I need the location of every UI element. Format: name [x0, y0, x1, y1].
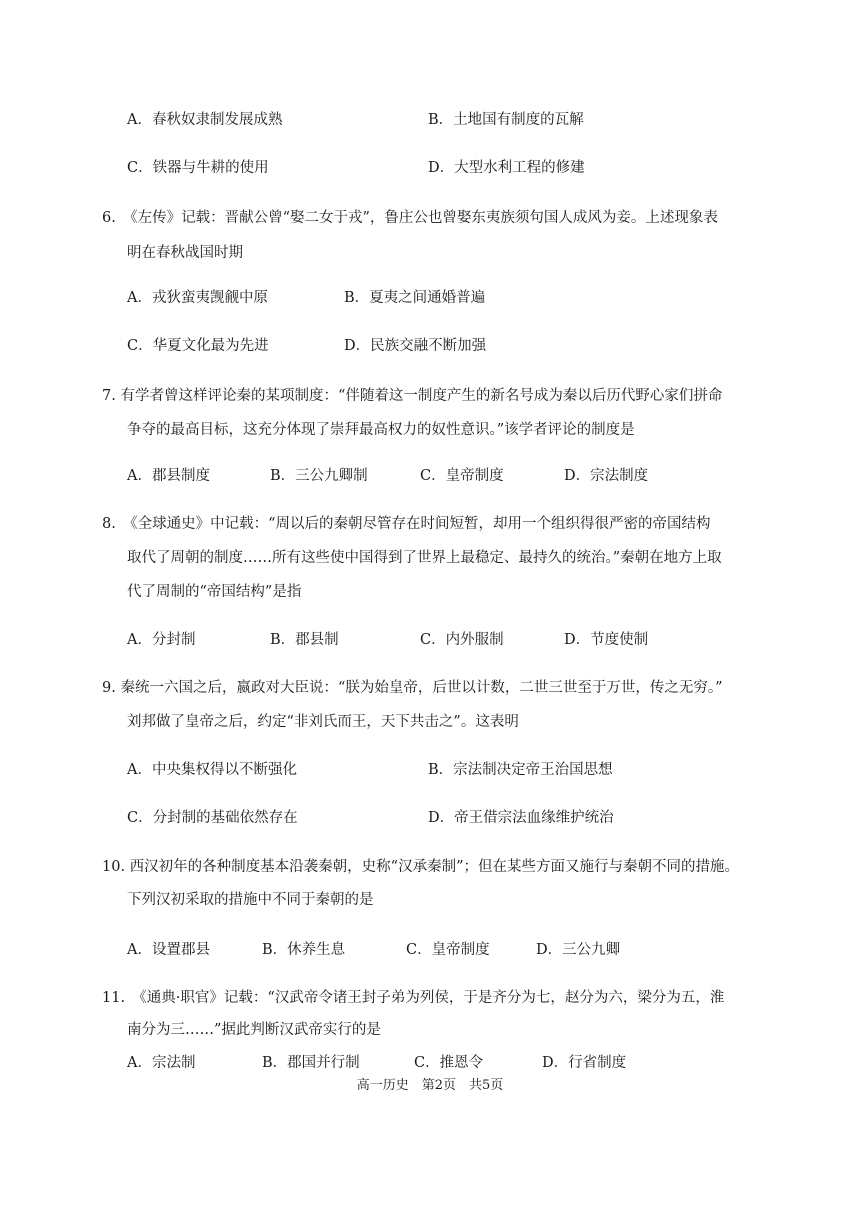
q8-option-b: B．郡县制: [270, 632, 339, 648]
q5-option-d: D．大型水利工程的修建: [428, 160, 585, 176]
q7-stem-line-2: 争夺的最高目标，这充分体现了崇拜最高权力的奴性意识。”该学者评论的制度是: [127, 422, 635, 438]
q8-stem-line-1: 8. 《全球通史》中记载：“周以后的秦朝尽管存在时间短暂，却用一个组织得很严密的帝国结构: [102, 516, 711, 532]
q8-option-a: A．分封制: [127, 632, 196, 648]
q5-option-a: A．春秋奴隶制发展成熟: [127, 112, 283, 128]
q10-stem-line-2: 下列汉初采取的措施中不同于秦朝的是: [127, 892, 374, 908]
q6-stem-line-1: 6. 《左传》记载：晋献公曾“娶二女于戎”，鲁庄公也曾娶东夷族须句国人成风为妾。上述现象表: [102, 210, 718, 226]
q7-option-d: D．宗法制度: [564, 468, 649, 484]
q8-option-d: D．节度使制: [564, 632, 649, 648]
q7-option-c: C．皇帝制度: [420, 468, 504, 484]
q9-stem-line-2: 刘邦做了皇帝之后，约定“非刘氏而王，天下共击之”。这表明: [127, 714, 519, 730]
q10-option-a: A．设置郡县: [127, 942, 210, 958]
q6-option-c: C．华夏文化最为先进: [127, 338, 269, 354]
q7-stem-line-1: 7. 有学者曾这样评论秦的某项制度：“伴随着这一制度产生的新名号成为秦以后历代野心家们拼命: [102, 388, 723, 404]
q11-stem-line-1: 11. 《通典·职官》记载：“汉武帝令诸王封子弟为列侯，于是齐分为七，赵分为六，梁分为五，淮: [102, 990, 725, 1006]
q10-option-b: B．休养生息: [262, 942, 346, 958]
q9-option-b: B．宗法制决定帝王治国思想: [428, 762, 613, 778]
q6-option-a: A．戎狄蛮夷觊觎中原: [127, 290, 268, 306]
q5-option-c: C．铁器与牛耕的使用: [127, 160, 269, 176]
q10-option-c: C．皇帝制度: [406, 942, 490, 958]
q11-option-a: A．宗法制: [127, 1055, 196, 1071]
q11-option-d: D．行省制度: [542, 1055, 627, 1071]
q11-stem-line-2: 南分为三……”据此判断汉武帝实行的是: [127, 1022, 381, 1038]
q7-option-a: A．郡县制度: [127, 468, 210, 484]
q10-option-d: D．三公九卿: [536, 942, 621, 958]
q8-option-c: C．内外服制: [420, 632, 504, 648]
page-footer: 高一历史 第2页 共5页: [356, 1078, 504, 1093]
q8-stem-line-3: 代了周制的“帝国结构”是指: [127, 584, 302, 600]
q8-stem-line-2: 取代了周朝的制度……所有这些使中国得到了世界上最稳定、最持久的统治。”秦朝在地方上取: [127, 550, 722, 566]
q6-stem-line-2: 明在春秋战国时期: [127, 245, 243, 261]
q7-option-b: B．三公九卿制: [270, 468, 368, 484]
q9-option-d: D．帝王借宗法血缘维护统治: [428, 810, 614, 826]
q6-option-d: D．民族交融不断加强: [344, 338, 487, 354]
q10-stem-line-1: 10. 西汉初年的各种制度基本沿袭秦朝，史称“汉承秦制”；但在某些方面又施行与秦朝不同的措施。: [102, 859, 739, 875]
q9-option-a: A．中央集权得以不断强化: [127, 762, 297, 778]
q9-stem-line-1: 9. 秦统一六国之后，嬴政对大臣说：“朕为始皇帝，后世以计数，二世三世至于万世，传之无穷。”: [102, 680, 723, 696]
q6-option-b: B．夏夷之间通婚普遍: [344, 290, 486, 306]
q11-option-c: C．推恩令: [414, 1055, 484, 1071]
q11-option-b: B．郡国并行制: [262, 1055, 360, 1071]
q5-option-b: B．土地国有制度的瓦解: [428, 112, 584, 128]
q9-option-c: C．分封制的基础依然存在: [127, 810, 298, 826]
